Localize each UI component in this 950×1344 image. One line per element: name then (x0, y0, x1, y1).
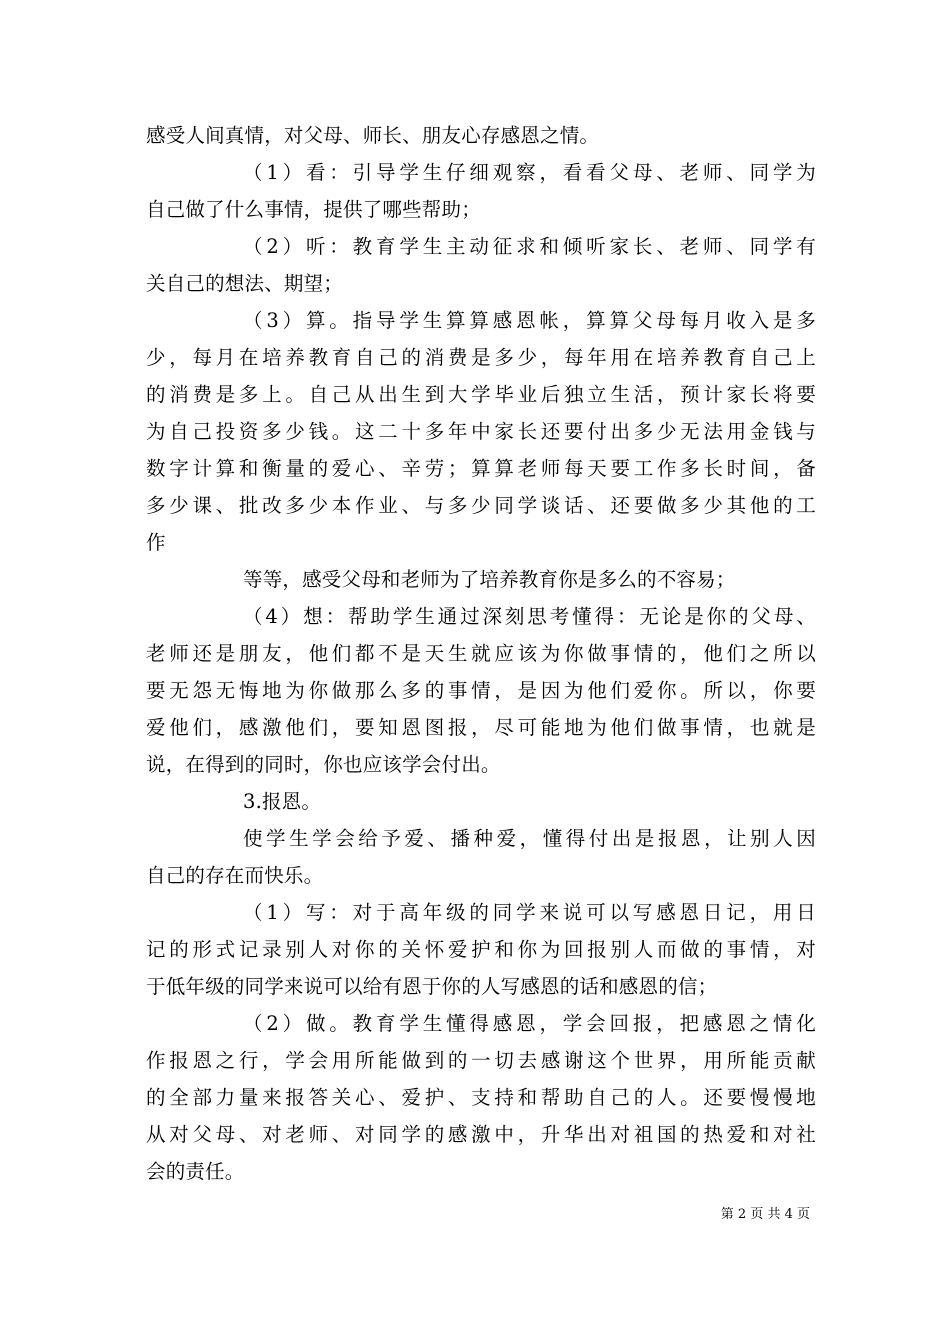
text-line: 会的责任。 (146, 1160, 245, 1183)
text-line: 记的形式记录别人对你的关怀爱护和你为回报别人而做的事情，对 (146, 938, 816, 961)
text-line: 使学生学会给予爱、播种爱，懂得付出是报恩，让别人因 (243, 827, 816, 850)
text-line: 的消费是多上。自己从出生到大学毕业后独立生活，预计家长将要 (146, 383, 816, 406)
text-line: 于低年级的同学来说可以给有恩于你的人写感恩的话和感恩的信； (146, 975, 718, 998)
text-line: 多少课、批改多少本作业、与多少同学谈话、还要做多少其他的工 (146, 494, 816, 517)
text-line: （3）算。指导学生算算感恩帐，算算父母每月收入是多 (243, 309, 816, 332)
text-line: 作报恩之行，学会用所能做到的一切去感谢这个世界，用所能贡献 (146, 1049, 816, 1072)
text-line: 数字计算和衡量的爱心、辛劳；算算老师每天要工作多长时间，备 (146, 457, 816, 480)
text-line: 老师还是朋友，他们都不是天生就应该为你做事情的，他们之所以 (146, 642, 816, 665)
text-line: 等等，感受父母和老师为了培养教育你是多么的不容易； (243, 568, 736, 591)
document-body (146, 117, 816, 1190)
text-line: 的全部力量来报答关心、爱护、支持和帮助自己的人。还要慢慢地 (146, 1086, 816, 1109)
text-line: （4）想：帮助学生通过深刻思考懂得：无论是你的父母、 (243, 605, 816, 628)
text-line: 关自己的想法、期望； (146, 272, 344, 295)
text-line: 从对父母、对老师、对同学的感激中，升华出对祖国的热爱和对社 (146, 1123, 816, 1146)
text-line: 3.报恩。 (243, 790, 322, 813)
page-number: 第 2 页 共 4 页 (720, 1207, 810, 1222)
text-line: 自己做了什么事情，提供了哪些帮助； (146, 198, 481, 221)
text-line: （2）做。教育学生懂得感恩，学会回报，把感恩之情化 (243, 1012, 816, 1035)
text-line: 感受人间真情，对父母、师长、朋友心存感恩之情。 (146, 124, 600, 147)
text-line: （2）听：教育学生主动征求和倾听家长、老师、同学有 (243, 235, 816, 258)
text-line: 自己的存在而快乐。 (146, 864, 324, 887)
text-line: 爱他们，感激他们，要知恩图报，尽可能地为他们做事情，也就是 (146, 716, 816, 739)
text-line: 为自己投资多少钱。这二十多年中家长还要付出多少无法用金钱与 (146, 420, 816, 443)
text-line: （1）写：对于高年级的同学来说可以写感恩日记，用日 (243, 901, 816, 924)
text-line: 要无怨无悔地为你做那么多的事情，是因为他们爱你。所以，你要 (146, 679, 816, 702)
text-line: （1）看：引导学生仔细观察，看看父母、老师、同学为 (243, 161, 816, 184)
text-line: 少，每月在培养教育自己的消费是多少，每年用在培养教育自己上 (146, 346, 816, 369)
text-line: 说，在得到的同时，你也应该学会付出。 (146, 753, 501, 776)
text-line: 作 (146, 531, 166, 554)
